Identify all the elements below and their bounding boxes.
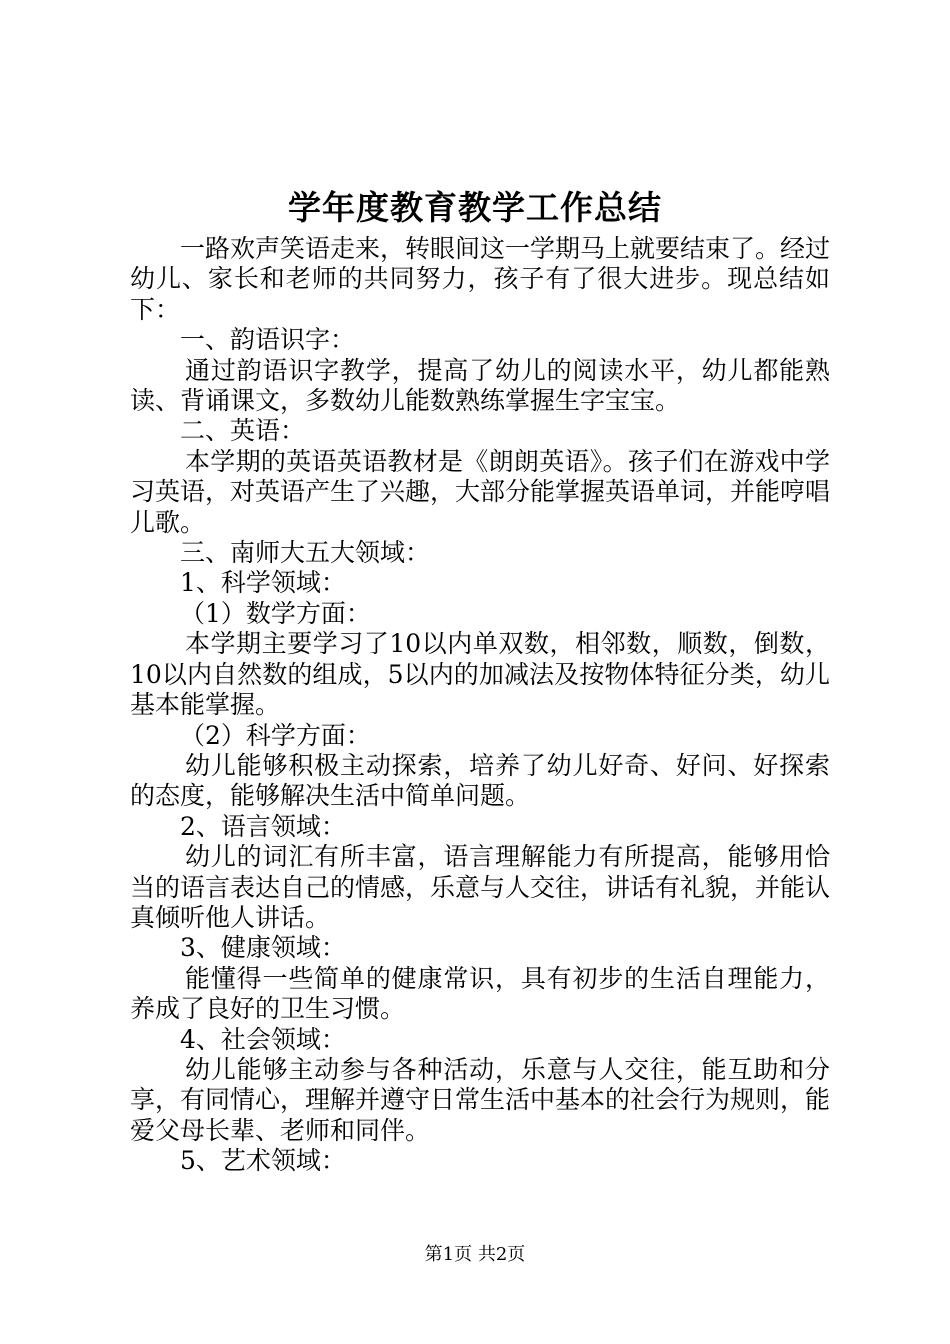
paragraph-science: 幼儿能够积极主动探索，培养了幼儿好奇、好问、好探索的态度，能够解决生活中简单问题。: [130, 750, 830, 811]
heading-social-domain: 4、社会领域：: [180, 1024, 346, 1054]
subheading-math: （1）数学方面：: [180, 598, 371, 628]
heading-five-domains: 三、南师大五大领域：: [180, 538, 431, 568]
heading-health-domain: 3、健康领域：: [180, 933, 346, 963]
heading-science-domain: 1、科学领域：: [180, 568, 346, 598]
page-footer: 第1页 共2页: [424, 1244, 526, 1265]
heading-art-domain: 5、艺术领域：: [180, 1146, 346, 1176]
heading-english: 二、英语：: [180, 416, 306, 446]
paragraph-intro: 一路欢声笑语走来，转眼间这一学期马上就要结束了。经过幼儿、家长和老师的共同努力，孩子有了很大进步。现总结如下：: [130, 234, 831, 324]
subheading-science: （2）科学方面：: [180, 720, 371, 750]
paragraph-health: 能懂得一些简单的健康常识，具有初步的生活自理能力，养成了良好的卫生习惯。: [130, 963, 830, 1024]
document-title: 学年度教育教学工作总结: [288, 188, 662, 227]
document-body: [130, 234, 830, 1177]
paragraph-social: 幼儿能够主动参与各种活动，乐意与人交往，能互助和分享，有同情心，理解并遵守日常生活中基本的社会行为规则，能爱父母长辈、老师和同伴。: [130, 1054, 831, 1145]
paragraph-rhyme-literacy: 通过韵语识字教学，提高了幼儿的阅读水平，幼儿都能熟读、背诵课文，多数幼儿能数熟练掌握生字宝宝。: [130, 355, 830, 416]
paragraph-language: 幼儿的词汇有所丰富，语言理解能力有所提高，能够用恰当的语言表达自己的情感，乐意与人交往，讲话有礼貌，并能认真倾听他人讲话。: [130, 842, 831, 932]
paragraph-math: 本学期主要学习了10以内单双数，相邻数，顺数，倒数，10以内自然数的组成，5以内的加减法及按物体特征分类，幼儿基本能掌握。: [130, 629, 830, 720]
heading-rhyme-literacy: 一、韵语识字：: [180, 325, 356, 355]
paragraph-english: 本学期的英语英语教材是《朗朗英语》。孩子们在游戏中学习英语，对英语产生了兴趣，大部分能掌握英语单词，并能哼唱儿歌。: [130, 446, 831, 537]
heading-language-domain: 2、语言领域：: [180, 811, 346, 841]
